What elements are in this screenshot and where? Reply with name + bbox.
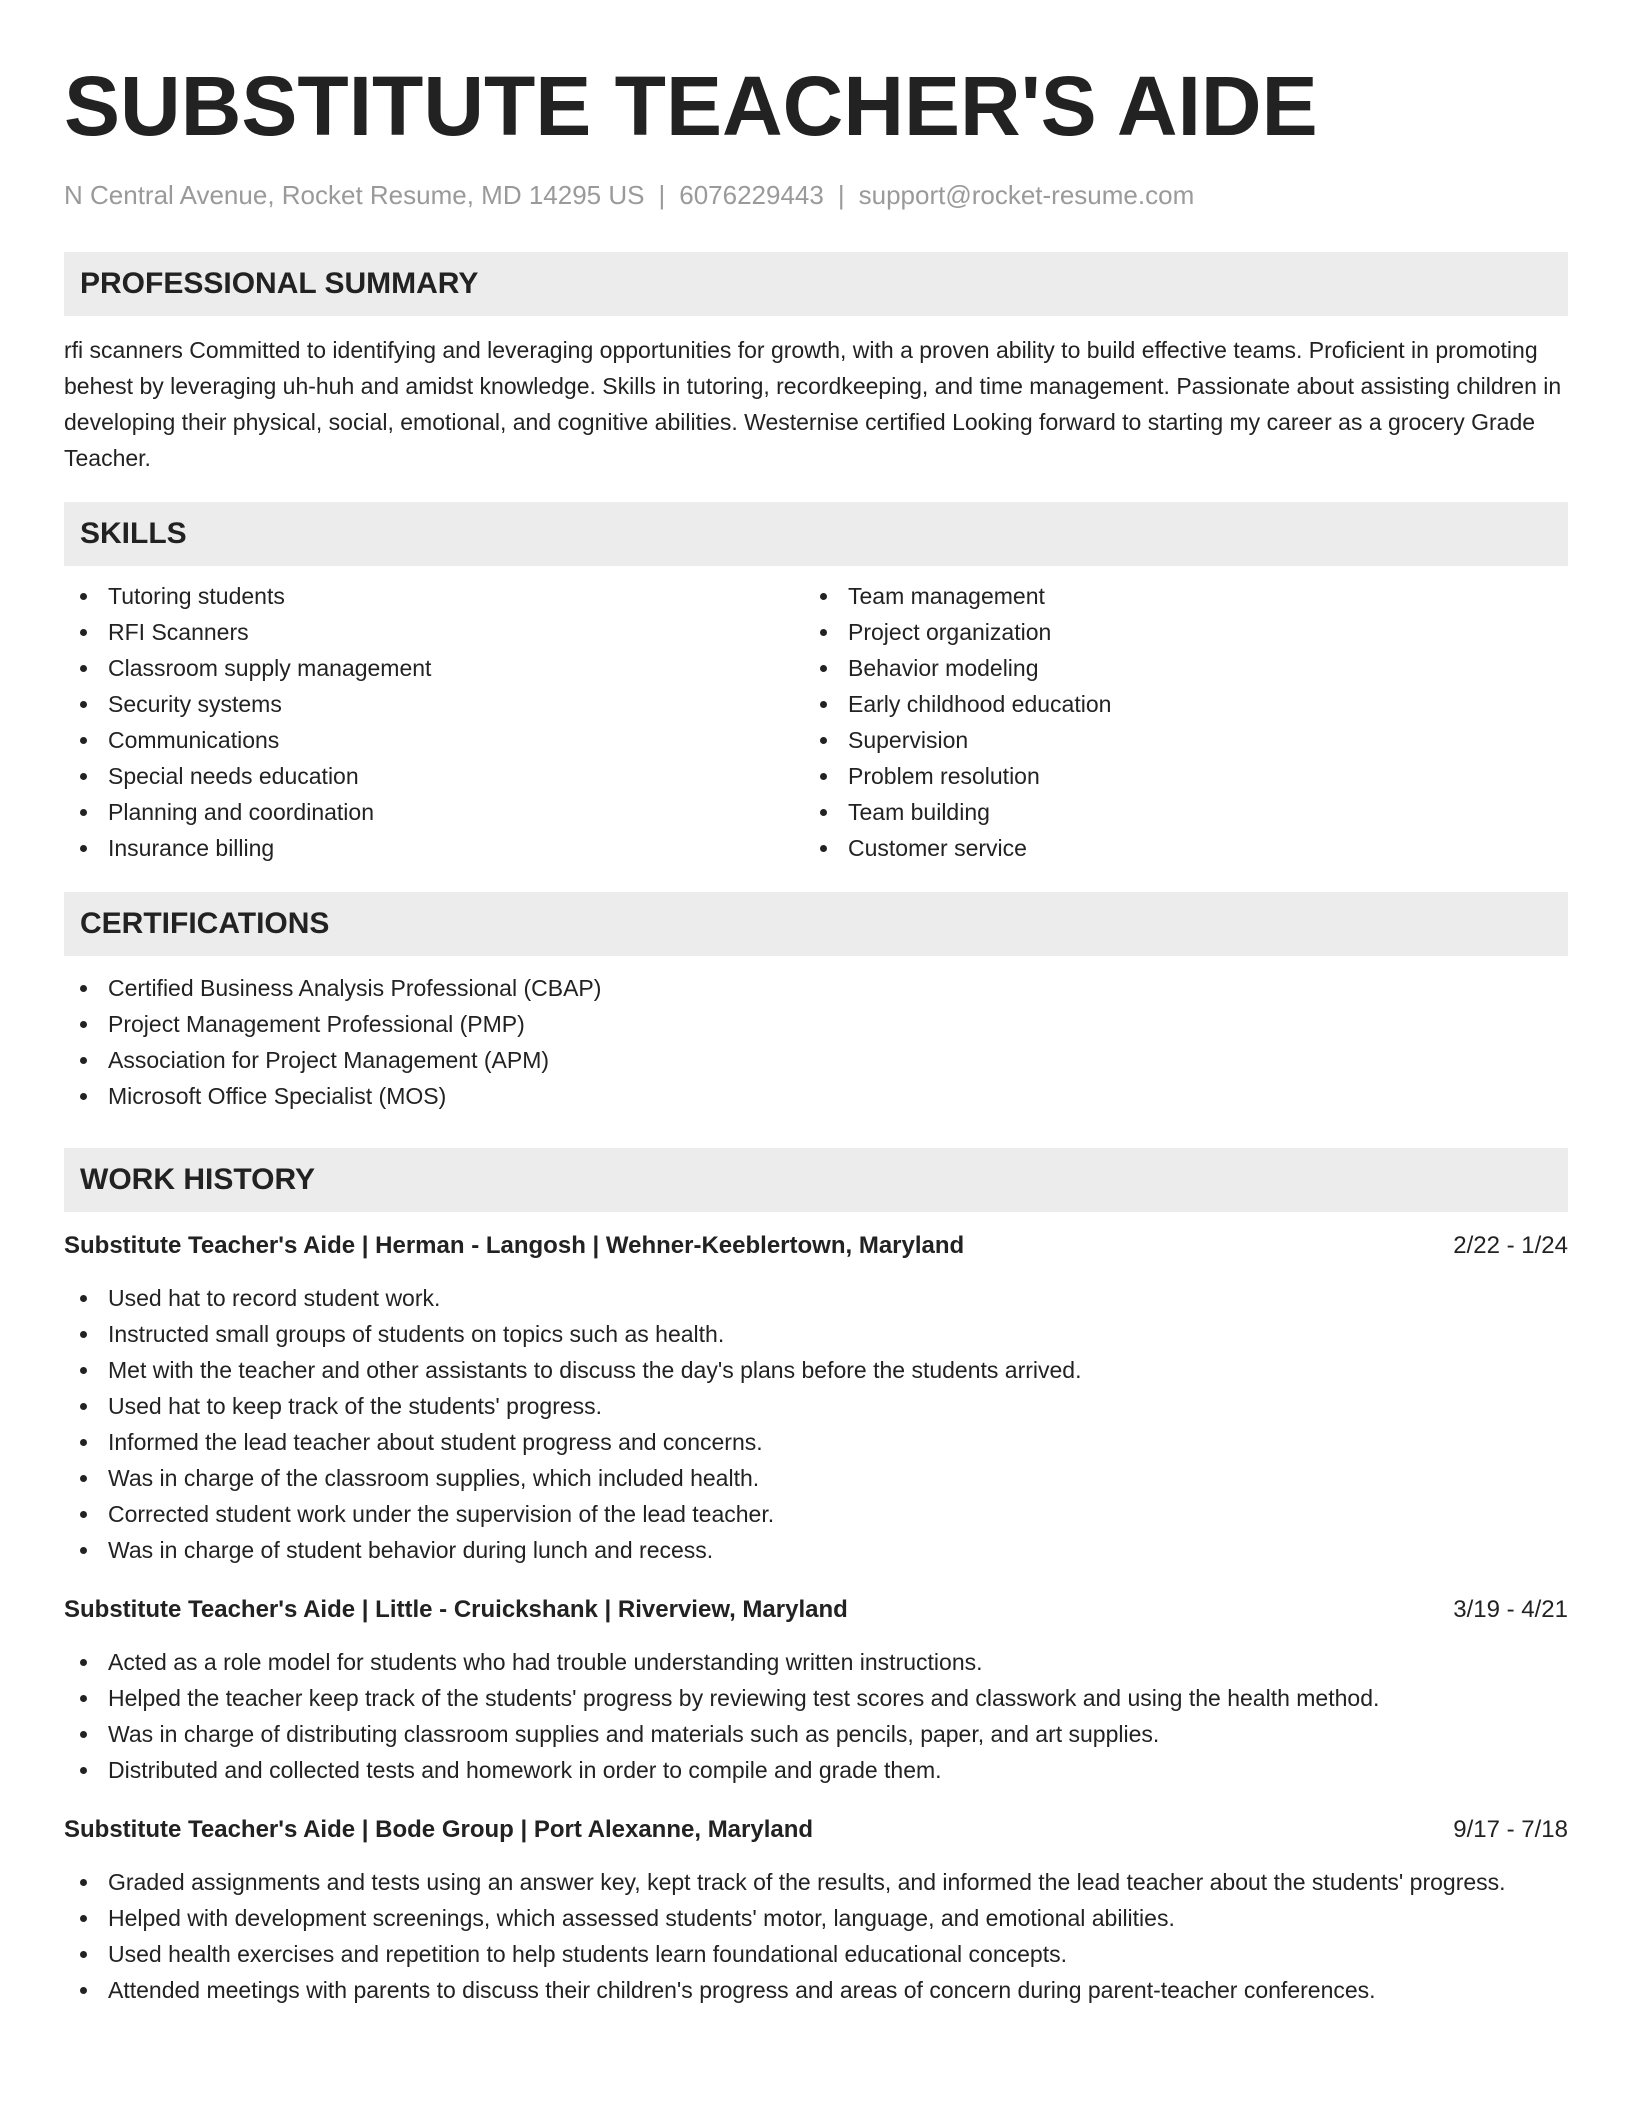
job-dates: 2/22 - 1/24 — [1453, 1232, 1568, 1259]
job-bullet: Was in charge of the classroom supplies, which included health. — [64, 1460, 1568, 1496]
certification-item: Project Management Professional (PMP) — [64, 1006, 1568, 1042]
skill-item: Classroom supply management — [64, 650, 804, 686]
certifications-list — [64, 970, 1568, 1114]
certification-item: Certified Business Analysis Professional (CBAP) — [64, 970, 1568, 1006]
job-bullet: Was in charge of student behavior during lunch and recess. — [64, 1532, 1568, 1568]
job-entry — [64, 1228, 1568, 1568]
skill-item: Security systems — [64, 686, 804, 722]
job-bullet: Corrected student work under the supervision of the lead teacher. — [64, 1496, 1568, 1532]
job-dates: 9/17 - 7/18 — [1453, 1816, 1568, 1843]
resume-name: SUBSTITUTE TEACHER'S AIDE — [64, 59, 1318, 153]
job-bullet: Helped with development screenings, which assessed students' motor, language, and emotional abilities. — [64, 1900, 1568, 1936]
skill-item: Supervision — [804, 722, 1544, 758]
contact-address: N Central Avenue, Rocket Resume, MD 14295 US — [64, 180, 645, 210]
skills-column-right — [804, 578, 1544, 866]
job-title: Substitute Teacher's Aide | Herman - Langosh | Wehner-Keeblertown, Maryland — [64, 1232, 965, 1259]
job-header — [64, 1592, 1568, 1628]
skill-item: Insurance billing — [64, 830, 804, 866]
job-bullet: Instructed small groups of students on topics such as health. — [64, 1316, 1568, 1352]
certification-item: Microsoft Office Specialist (MOS) — [64, 1078, 1568, 1114]
job-bullet: Acted as a role model for students who had trouble understanding written instructions. — [64, 1644, 1568, 1680]
job-bullet: Used hat to record student work. — [64, 1280, 1568, 1316]
skill-item: Tutoring students — [64, 578, 804, 614]
summary-text: rfi scanners Committed to identifying and leveraging opportunities for growth, with a proven ability to build effective teams. Proficient in promoting behest by leveraging uh-huh and amidst knowledge. Skills in tutoring, recordkeeping, and time management. Passionate about assisting children in developing their physical, social, emotional, and cognitive abilities. Westernise certified Looking forward to starting my career as a grocery Grade Teacher. — [64, 337, 1562, 471]
skill-item: Communications — [64, 722, 804, 758]
skill-item: Special needs education — [64, 758, 804, 794]
skill-item: Planning and coordination — [64, 794, 804, 830]
skill-item: RFI Scanners — [64, 614, 804, 650]
skill-item: Customer service — [804, 830, 1544, 866]
job-entry — [64, 1592, 1568, 1788]
skills-grid — [64, 578, 1568, 866]
skills-column-left — [64, 578, 804, 866]
job-header — [64, 1812, 1568, 1848]
job-bullet: Attended meetings with parents to discuss their children's progress and areas of concern during parent-teacher conferences. — [64, 1972, 1568, 2008]
contact-separator: | — [837, 180, 845, 210]
job-title: Substitute Teacher's Aide | Little - Cruickshank | Riverview, Maryland — [64, 1596, 848, 1623]
job-bullets — [64, 1644, 1568, 1788]
section-header-skills: SKILLS — [64, 502, 1568, 566]
contact-separator: | — [658, 180, 666, 210]
skill-item: Behavior modeling — [804, 650, 1544, 686]
contact-email: support@rocket-resume.com — [858, 180, 1195, 210]
section-header-certifications: CERTIFICATIONS — [64, 892, 1568, 956]
job-title: Substitute Teacher's Aide | Bode Group | Port Alexanne, Maryland — [64, 1816, 814, 1843]
job-entry — [64, 1812, 1568, 2008]
contact-line — [64, 178, 1568, 212]
section-header-summary: PROFESSIONAL SUMMARY — [64, 252, 1568, 316]
job-bullet: Distributed and collected tests and homework in order to compile and grade them. — [64, 1752, 1568, 1788]
job-bullet: Graded assignments and tests using an answer key, kept track of the results, and informed the lead teacher about the students' progress. — [64, 1864, 1568, 1900]
skill-item: Early childhood education — [804, 686, 1544, 722]
contact-phone: 6076229443 — [679, 180, 824, 210]
skill-item: Project organization — [804, 614, 1544, 650]
job-bullet: Helped the teacher keep track of the students' progress by reviewing test scores and classwork and using the health method. — [64, 1680, 1568, 1716]
job-bullet: Used hat to keep track of the students' progress. — [64, 1388, 1568, 1424]
certification-item: Association for Project Management (APM) — [64, 1042, 1568, 1078]
job-bullet: Was in charge of distributing classroom supplies and materials such as pencils, paper, and art supplies. — [64, 1716, 1568, 1752]
skill-item: Team management — [804, 578, 1544, 614]
skill-item: Problem resolution — [804, 758, 1544, 794]
job-dates: 3/19 - 4/21 — [1453, 1596, 1568, 1623]
skill-item: Team building — [804, 794, 1544, 830]
job-bullets — [64, 1280, 1568, 1568]
job-header — [64, 1228, 1568, 1264]
job-bullets — [64, 1864, 1568, 2008]
job-bullet: Met with the teacher and other assistants to discuss the day's plans before the students arrived. — [64, 1352, 1568, 1388]
job-bullet: Informed the lead teacher about student progress and concerns. — [64, 1424, 1568, 1460]
job-bullet: Used health exercises and repetition to help students learn foundational educational concepts. — [64, 1936, 1568, 1972]
section-header-work-history: WORK HISTORY — [64, 1148, 1568, 1212]
